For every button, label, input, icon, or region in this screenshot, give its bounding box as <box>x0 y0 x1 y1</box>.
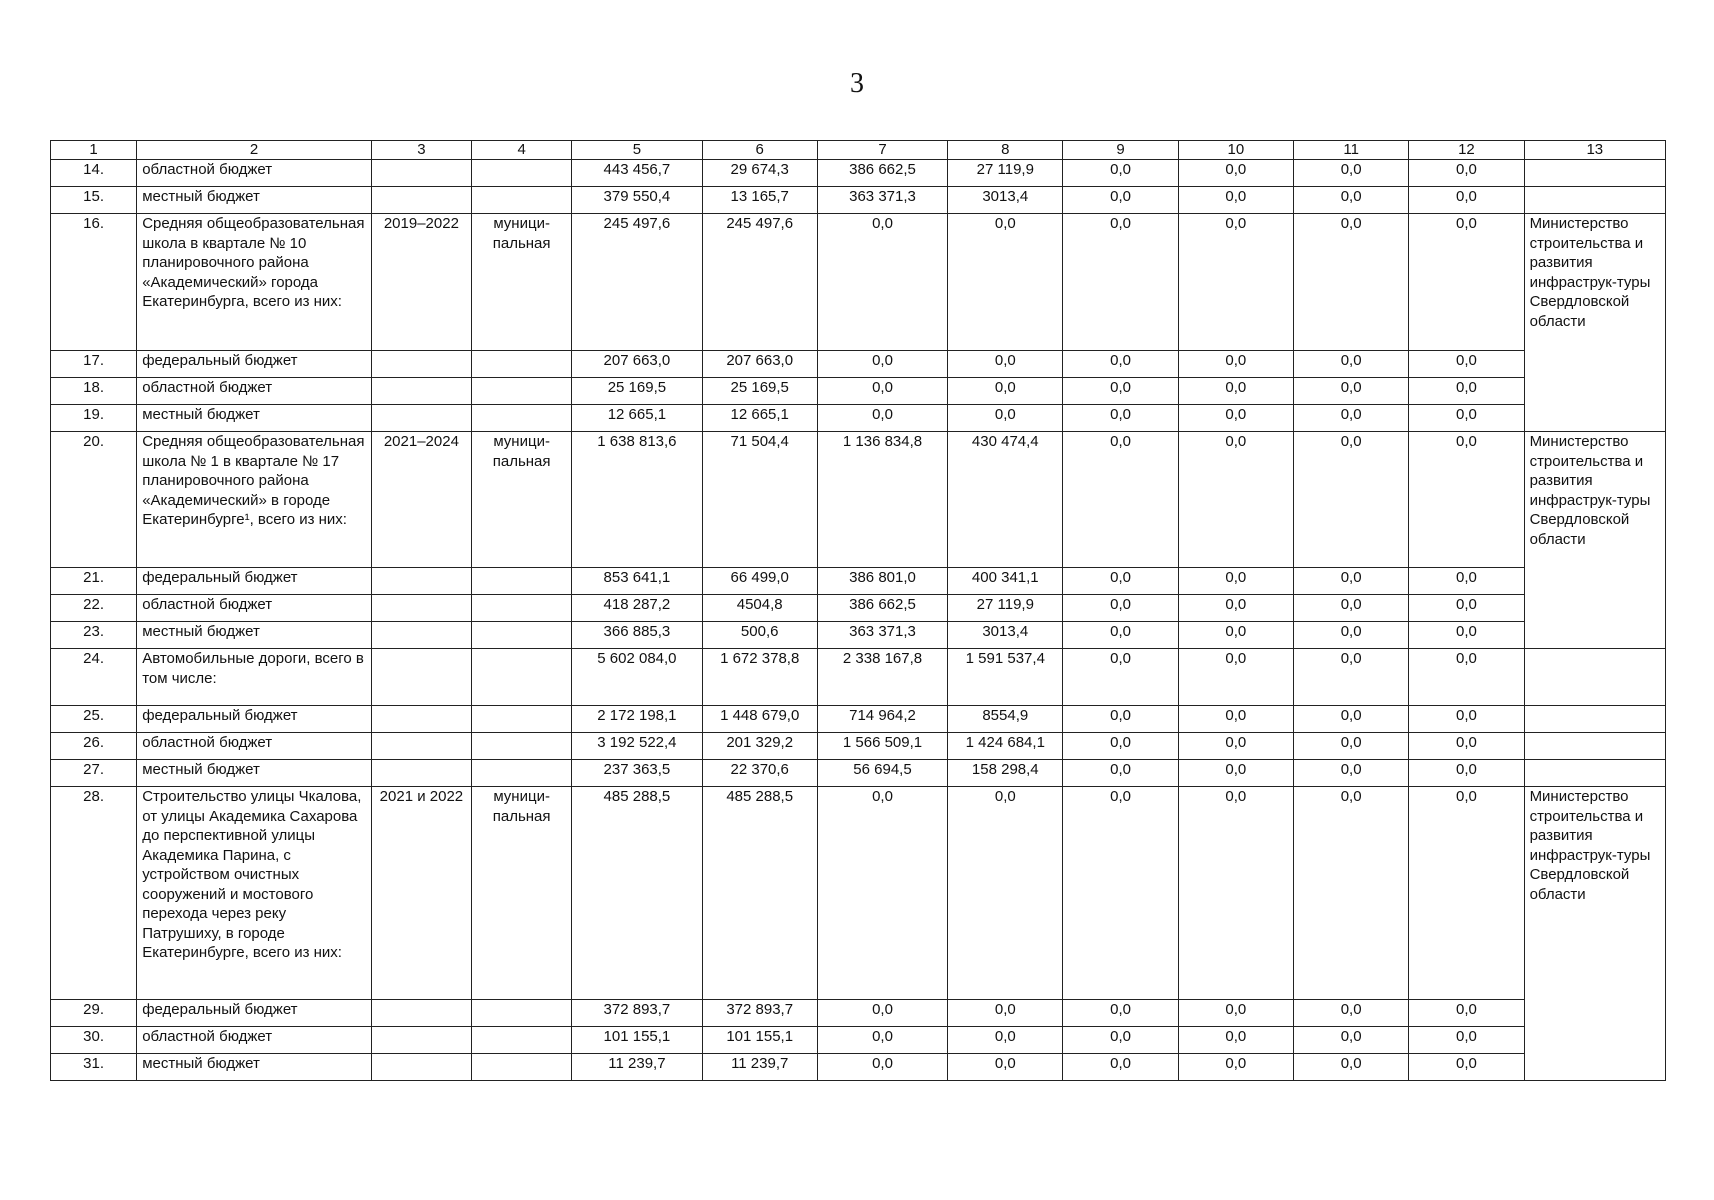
row-name: областной бюджет <box>137 733 372 760</box>
cell-col9: 0,0 <box>1063 733 1178 760</box>
row-number: 30. <box>51 1027 137 1054</box>
cell-col6: 201 329,2 <box>702 733 817 760</box>
row-number: 22. <box>51 595 137 622</box>
responsible-cell <box>1524 706 1665 733</box>
cell-col5: 372 893,7 <box>572 1000 702 1027</box>
cell-col6: 245 497,6 <box>702 214 817 351</box>
column-header: 3 <box>371 141 471 160</box>
cell-col12: 0,0 <box>1409 214 1524 351</box>
cell-col10: 0,0 <box>1178 787 1293 1000</box>
cell-col10: 0,0 <box>1178 595 1293 622</box>
cell-col10: 0,0 <box>1178 622 1293 649</box>
cell-col8: 430 474,4 <box>948 432 1063 568</box>
table-row <box>51 214 1666 351</box>
cell-col8: 8554,9 <box>948 706 1063 733</box>
cell-col6: 66 499,0 <box>702 568 817 595</box>
cell-col11: 0,0 <box>1294 595 1409 622</box>
column-header: 1 <box>51 141 137 160</box>
row-name: федеральный бюджет <box>137 1000 372 1027</box>
row-years <box>371 760 471 787</box>
cell-col10: 0,0 <box>1178 733 1293 760</box>
cell-col10: 0,0 <box>1178 649 1293 706</box>
table-row <box>51 432 1666 568</box>
cell-col7: 363 371,3 <box>817 622 947 649</box>
row-number: 27. <box>51 760 137 787</box>
table-row <box>51 1000 1666 1027</box>
row-number: 25. <box>51 706 137 733</box>
row-number: 24. <box>51 649 137 706</box>
cell-col12: 0,0 <box>1409 378 1524 405</box>
table-row <box>51 187 1666 214</box>
cell-col9: 0,0 <box>1063 1027 1178 1054</box>
row-years <box>371 568 471 595</box>
cell-col6: 1 672 378,8 <box>702 649 817 706</box>
row-number: 23. <box>51 622 137 649</box>
cell-col8: 0,0 <box>948 378 1063 405</box>
cell-col7: 2 338 167,8 <box>817 649 947 706</box>
cell-col9: 0,0 <box>1063 649 1178 706</box>
cell-col10: 0,0 <box>1178 378 1293 405</box>
column-header: 11 <box>1294 141 1409 160</box>
table-row <box>51 649 1666 706</box>
cell-col6: 22 370,6 <box>702 760 817 787</box>
row-years <box>371 378 471 405</box>
cell-col12: 0,0 <box>1409 760 1524 787</box>
cell-col5: 11 239,7 <box>572 1054 702 1081</box>
column-number-row <box>51 141 1666 160</box>
row-years <box>371 622 471 649</box>
row-name: местный бюджет <box>137 405 372 432</box>
cell-col11: 0,0 <box>1294 787 1409 1000</box>
table-row <box>51 706 1666 733</box>
cell-col12: 0,0 <box>1409 432 1524 568</box>
cell-col12: 0,0 <box>1409 187 1524 214</box>
cell-col6: 500,6 <box>702 622 817 649</box>
column-header: 5 <box>572 141 702 160</box>
cell-col9: 0,0 <box>1063 160 1178 187</box>
cell-col7: 1 566 509,1 <box>817 733 947 760</box>
cell-col5: 25 169,5 <box>572 378 702 405</box>
cell-col7: 714 964,2 <box>817 706 947 733</box>
row-name: местный бюджет <box>137 622 372 649</box>
table-row <box>51 787 1666 1000</box>
row-number: 28. <box>51 787 137 1000</box>
cell-col5: 207 663,0 <box>572 351 702 378</box>
row-number: 15. <box>51 187 137 214</box>
cell-col7: 0,0 <box>817 405 947 432</box>
cell-col9: 0,0 <box>1063 351 1178 378</box>
row-kind <box>472 568 572 595</box>
cell-col6: 12 665,1 <box>702 405 817 432</box>
cell-col6: 11 239,7 <box>702 1054 817 1081</box>
row-number: 29. <box>51 1000 137 1027</box>
row-years <box>371 160 471 187</box>
cell-col5: 3 192 522,4 <box>572 733 702 760</box>
cell-col5: 418 287,2 <box>572 595 702 622</box>
cell-col8: 158 298,4 <box>948 760 1063 787</box>
cell-col5: 5 602 084,0 <box>572 649 702 706</box>
cell-col10: 0,0 <box>1178 405 1293 432</box>
row-name: Автомобильные дороги, всего в том числе: <box>137 649 372 706</box>
cell-col11: 0,0 <box>1294 1027 1409 1054</box>
cell-col11: 0,0 <box>1294 706 1409 733</box>
row-kind <box>472 1000 572 1027</box>
cell-col7: 0,0 <box>817 1000 947 1027</box>
responsible-cell: Министерство строительства и развития инфраструк-туры Свердловской области <box>1524 787 1665 1081</box>
row-kind <box>472 378 572 405</box>
cell-col10: 0,0 <box>1178 351 1293 378</box>
table-row <box>51 622 1666 649</box>
cell-col11: 0,0 <box>1294 1000 1409 1027</box>
row-name: Строительство улицы Чкалова, от улицы Академика Сахарова до перспективной улицы Академика Парина, с устройством очистных сооружений и мостового перехода через реку Патрушиху, в городе Екатеринбурге, всего из них: <box>137 787 372 1000</box>
cell-col12: 0,0 <box>1409 1054 1524 1081</box>
row-name: областной бюджет <box>137 595 372 622</box>
cell-col7: 363 371,3 <box>817 187 947 214</box>
cell-col9: 0,0 <box>1063 187 1178 214</box>
row-years: 2021–2024 <box>371 432 471 568</box>
table-row <box>51 405 1666 432</box>
responsible-cell <box>1524 160 1665 187</box>
row-number: 20. <box>51 432 137 568</box>
cell-col10: 0,0 <box>1178 1000 1293 1027</box>
row-kind <box>472 649 572 706</box>
row-years <box>371 733 471 760</box>
cell-col9: 0,0 <box>1063 568 1178 595</box>
column-header: 9 <box>1063 141 1178 160</box>
cell-col9: 0,0 <box>1063 787 1178 1000</box>
table-row <box>51 733 1666 760</box>
cell-col6: 29 674,3 <box>702 160 817 187</box>
cell-col8: 3013,4 <box>948 187 1063 214</box>
table-row <box>51 351 1666 378</box>
row-years <box>371 595 471 622</box>
column-header: 6 <box>702 141 817 160</box>
row-name: областной бюджет <box>137 160 372 187</box>
cell-col6: 372 893,7 <box>702 1000 817 1027</box>
cell-col10: 0,0 <box>1178 160 1293 187</box>
cell-col9: 0,0 <box>1063 1054 1178 1081</box>
row-number: 14. <box>51 160 137 187</box>
row-years: 2021 и 2022 <box>371 787 471 1000</box>
row-kind: муници-пальная <box>472 214 572 351</box>
responsible-cell <box>1524 649 1665 706</box>
column-header: 7 <box>817 141 947 160</box>
cell-col12: 0,0 <box>1409 568 1524 595</box>
cell-col7: 0,0 <box>817 214 947 351</box>
table-row <box>51 760 1666 787</box>
cell-col10: 0,0 <box>1178 760 1293 787</box>
cell-col8: 0,0 <box>948 1054 1063 1081</box>
page-number: 3 <box>850 68 864 99</box>
row-name: федеральный бюджет <box>137 706 372 733</box>
cell-col9: 0,0 <box>1063 706 1178 733</box>
table-row <box>51 1054 1666 1081</box>
cell-col6: 485 288,5 <box>702 787 817 1000</box>
cell-col7: 0,0 <box>817 787 947 1000</box>
cell-col5: 366 885,3 <box>572 622 702 649</box>
cell-col7: 386 662,5 <box>817 160 947 187</box>
row-kind <box>472 405 572 432</box>
cell-col8: 0,0 <box>948 405 1063 432</box>
cell-col11: 0,0 <box>1294 432 1409 568</box>
cell-col11: 0,0 <box>1294 405 1409 432</box>
row-number: 19. <box>51 405 137 432</box>
cell-col11: 0,0 <box>1294 160 1409 187</box>
cell-col5: 443 456,7 <box>572 160 702 187</box>
cell-col5: 1 638 813,6 <box>572 432 702 568</box>
cell-col5: 12 665,1 <box>572 405 702 432</box>
cell-col12: 0,0 <box>1409 595 1524 622</box>
cell-col9: 0,0 <box>1063 378 1178 405</box>
cell-col6: 101 155,1 <box>702 1027 817 1054</box>
cell-col9: 0,0 <box>1063 1000 1178 1027</box>
row-years <box>371 1000 471 1027</box>
row-kind <box>472 187 572 214</box>
cell-col7: 56 694,5 <box>817 760 947 787</box>
cell-col7: 386 662,5 <box>817 595 947 622</box>
row-kind <box>472 160 572 187</box>
cell-col11: 0,0 <box>1294 622 1409 649</box>
cell-col12: 0,0 <box>1409 1000 1524 1027</box>
cell-col12: 0,0 <box>1409 622 1524 649</box>
row-years <box>371 1054 471 1081</box>
row-years <box>371 405 471 432</box>
row-kind: муници-пальная <box>472 432 572 568</box>
row-name: Средняя общеобразовательная школа № 1 в квартале № 17 планировочного района «Академический» в городе Екатеринбурге¹, всего из них: <box>137 432 372 568</box>
cell-col11: 0,0 <box>1294 733 1409 760</box>
cell-col8: 0,0 <box>948 787 1063 1000</box>
row-kind <box>472 595 572 622</box>
cell-col7: 1 136 834,8 <box>817 432 947 568</box>
row-years: 2019–2022 <box>371 214 471 351</box>
row-name: федеральный бюджет <box>137 351 372 378</box>
row-years <box>371 706 471 733</box>
cell-col8: 400 341,1 <box>948 568 1063 595</box>
responsible-cell: Министерство строительства и развития инфраструк-туры Свердловской области <box>1524 432 1665 649</box>
row-name: областной бюджет <box>137 378 372 405</box>
cell-col11: 0,0 <box>1294 760 1409 787</box>
table-row <box>51 160 1666 187</box>
cell-col12: 0,0 <box>1409 706 1524 733</box>
column-header: 8 <box>948 141 1063 160</box>
cell-col7: 0,0 <box>817 1027 947 1054</box>
row-years <box>371 649 471 706</box>
cell-col12: 0,0 <box>1409 1027 1524 1054</box>
cell-col6: 207 663,0 <box>702 351 817 378</box>
row-number: 31. <box>51 1054 137 1081</box>
row-name: местный бюджет <box>137 187 372 214</box>
cell-col5: 245 497,6 <box>572 214 702 351</box>
cell-col5: 379 550,4 <box>572 187 702 214</box>
cell-col7: 386 801,0 <box>817 568 947 595</box>
cell-col10: 0,0 <box>1178 1054 1293 1081</box>
cell-col6: 4504,8 <box>702 595 817 622</box>
row-kind: муници-пальная <box>472 787 572 1000</box>
responsible-cell <box>1524 187 1665 214</box>
column-header: 12 <box>1409 141 1524 160</box>
row-kind <box>472 760 572 787</box>
table-row <box>51 595 1666 622</box>
row-name: местный бюджет <box>137 760 372 787</box>
row-name: областной бюджет <box>137 1027 372 1054</box>
cell-col8: 27 119,9 <box>948 595 1063 622</box>
responsible-cell <box>1524 760 1665 787</box>
cell-col10: 0,0 <box>1178 568 1293 595</box>
row-kind <box>472 706 572 733</box>
cell-col10: 0,0 <box>1178 432 1293 568</box>
cell-col7: 0,0 <box>817 378 947 405</box>
cell-col7: 0,0 <box>817 1054 947 1081</box>
budget-table <box>50 140 1666 1081</box>
table-row <box>51 568 1666 595</box>
cell-col8: 3013,4 <box>948 622 1063 649</box>
cell-col11: 0,0 <box>1294 214 1409 351</box>
row-number: 17. <box>51 351 137 378</box>
responsible-cell: Министерство строительства и развития инфраструк-туры Свердловской области <box>1524 214 1665 432</box>
cell-col10: 0,0 <box>1178 1027 1293 1054</box>
cell-col5: 101 155,1 <box>572 1027 702 1054</box>
row-kind <box>472 351 572 378</box>
cell-col6: 13 165,7 <box>702 187 817 214</box>
column-header: 10 <box>1178 141 1293 160</box>
cell-col12: 0,0 <box>1409 649 1524 706</box>
row-number: 21. <box>51 568 137 595</box>
cell-col11: 0,0 <box>1294 649 1409 706</box>
cell-col9: 0,0 <box>1063 760 1178 787</box>
row-kind <box>472 1054 572 1081</box>
cell-col11: 0,0 <box>1294 378 1409 405</box>
row-name: местный бюджет <box>137 1054 372 1081</box>
cell-col12: 0,0 <box>1409 787 1524 1000</box>
column-header: 2 <box>137 141 372 160</box>
cell-col7: 0,0 <box>817 351 947 378</box>
row-kind <box>472 622 572 649</box>
cell-col8: 0,0 <box>948 1000 1063 1027</box>
cell-col11: 0,0 <box>1294 568 1409 595</box>
row-name: федеральный бюджет <box>137 568 372 595</box>
cell-col12: 0,0 <box>1409 160 1524 187</box>
cell-col12: 0,0 <box>1409 733 1524 760</box>
row-years <box>371 1027 471 1054</box>
cell-col9: 0,0 <box>1063 405 1178 432</box>
cell-col12: 0,0 <box>1409 351 1524 378</box>
cell-col11: 0,0 <box>1294 1054 1409 1081</box>
cell-col9: 0,0 <box>1063 432 1178 568</box>
cell-col10: 0,0 <box>1178 214 1293 351</box>
cell-col8: 0,0 <box>948 1027 1063 1054</box>
cell-col5: 485 288,5 <box>572 787 702 1000</box>
cell-col11: 0,0 <box>1294 351 1409 378</box>
cell-col9: 0,0 <box>1063 214 1178 351</box>
cell-col5: 853 641,1 <box>572 568 702 595</box>
table-row <box>51 1027 1666 1054</box>
responsible-cell <box>1524 733 1665 760</box>
cell-col8: 0,0 <box>948 214 1063 351</box>
row-number: 16. <box>51 214 137 351</box>
row-years <box>371 187 471 214</box>
row-name: Средняя общеобразовательная школа в квартале № 10 планировочного района «Академический» города Екатеринбурга, всего из них: <box>137 214 372 351</box>
column-header: 4 <box>472 141 572 160</box>
row-number: 26. <box>51 733 137 760</box>
cell-col8: 1 591 537,4 <box>948 649 1063 706</box>
cell-col10: 0,0 <box>1178 187 1293 214</box>
cell-col6: 25 169,5 <box>702 378 817 405</box>
table-body <box>51 160 1666 1081</box>
cell-col5: 2 172 198,1 <box>572 706 702 733</box>
row-kind <box>472 1027 572 1054</box>
row-years <box>371 351 471 378</box>
cell-col6: 71 504,4 <box>702 432 817 568</box>
cell-col6: 1 448 679,0 <box>702 706 817 733</box>
table-row <box>51 378 1666 405</box>
cell-col12: 0,0 <box>1409 405 1524 432</box>
row-number: 18. <box>51 378 137 405</box>
cell-col10: 0,0 <box>1178 706 1293 733</box>
cell-col9: 0,0 <box>1063 595 1178 622</box>
cell-col8: 27 119,9 <box>948 160 1063 187</box>
cell-col8: 0,0 <box>948 351 1063 378</box>
row-kind <box>472 733 572 760</box>
cell-col5: 237 363,5 <box>572 760 702 787</box>
column-header: 13 <box>1524 141 1665 160</box>
cell-col11: 0,0 <box>1294 187 1409 214</box>
cell-col9: 0,0 <box>1063 622 1178 649</box>
cell-col8: 1 424 684,1 <box>948 733 1063 760</box>
